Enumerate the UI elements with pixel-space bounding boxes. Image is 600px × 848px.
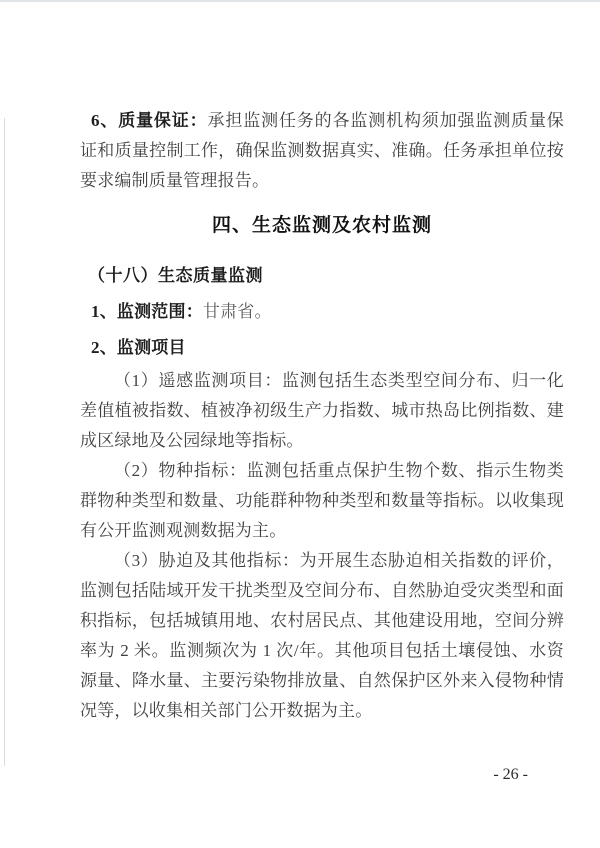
monitoring-scope-value: 甘肃省。 <box>202 302 272 321</box>
quality-assurance-text: 承担监测任务的各监测机构须加强监测质量保证和质量控制工作，确保监测数据真实、准确。任务承担单位按要求编制质量管理报告。 <box>80 111 565 190</box>
subsection-heading: （十八）生态质量监测 <box>88 266 263 285</box>
scan-edge-top <box>0 0 600 2</box>
document-content <box>80 106 564 726</box>
paragraph-stress-indicators: （3）胁迫及其他指标：为开展生态胁迫相关指数的评价，监测包括陆域开发干扰类型及空间分布、自然胁迫受灾类型和面积指标，包括城镇用地、农村居民点、其他建设用地，空间分辨率为 2 米。监测频次为 1 次/年。其他项目包括土壤侵蚀、水资源量、降水量、主要污染物排放量、自然保护区外来入侵物种情况等，以收集相关部门公开数据为主。 <box>80 551 564 720</box>
section-heading: 四、生态监测及农村监测 <box>211 215 432 236</box>
quality-assurance-label: 6、质量保证： <box>91 111 208 130</box>
paragraph-quality-assurance <box>80 106 564 196</box>
paragraph-species-indicators: （2）物种指标：监测包括重点保护生物个数、指示生物类群物种类型和数量、功能群种物种类型和数量等指标。以收集现有公开监测观测数据为主。 <box>80 461 564 540</box>
item-monitoring-scope <box>80 294 564 330</box>
item-monitoring-projects <box>80 330 564 366</box>
monitoring-projects-label: 2、监测项目 <box>91 338 186 357</box>
page-number: - 26 - <box>493 766 528 783</box>
monitoring-scope-label: 1、监测范围： <box>91 302 203 321</box>
paragraph-remote-sensing: （1）遥感监测项目：监测包括生态类型空间分布、归一化差值植被指数、植被净初级生产力指数、城市热岛比例指数、建成区绿地及公园绿地等指标。 <box>80 371 564 450</box>
scan-edge-left <box>4 118 5 766</box>
